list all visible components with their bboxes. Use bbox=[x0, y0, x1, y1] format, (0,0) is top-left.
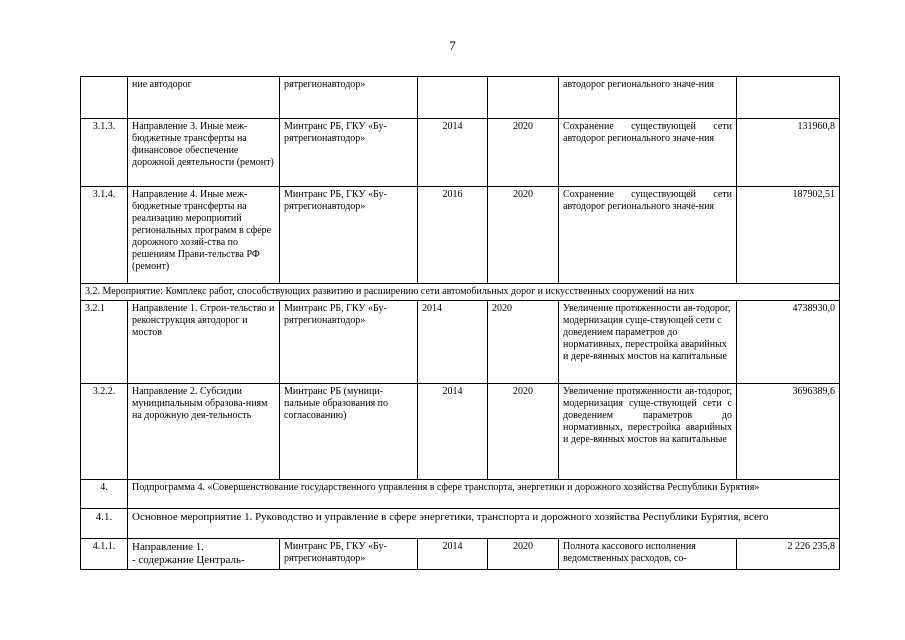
funding-amount: 3696389,6 bbox=[737, 384, 840, 480]
funding-amount: 2 226 235,8 bbox=[737, 539, 840, 570]
start-year bbox=[418, 77, 488, 119]
row-number bbox=[81, 77, 128, 119]
start-year: 2014 bbox=[418, 119, 488, 187]
table-row bbox=[81, 77, 840, 119]
start-year: 2016 bbox=[418, 187, 488, 284]
executor: Минтранс РБ (муници-пальные образования по согласованию) bbox=[280, 384, 418, 480]
measure-name: ние автодорог bbox=[128, 77, 280, 119]
expected-result: Увеличение протяженности ав-тодорог, модернизация суще-ствующей сети с доведением параметров до нормативных, перестройка аварийных и дере-вянных мостов на капитальные bbox=[559, 301, 737, 384]
expected-result: Увеличение протяженности ав-тодорог, модернизация суще-ствующей сети с доведением параметров до нормативных, перестройка аварийных и дере-вянных мостов на капитальные bbox=[559, 384, 737, 480]
executor: Минтранс РБ, ГКУ «Бу-рятрегионавтодор» bbox=[280, 187, 418, 284]
row-number: 3.2.1 bbox=[81, 301, 128, 384]
section-heading: 3.2. Мероприятие: Комплекс работ, способствующих развитию и расширению сети автомобильных дорог и искусственных сооружений на них bbox=[81, 284, 840, 301]
funding-amount: 4738930,0 bbox=[737, 301, 840, 384]
start-year: 2014 bbox=[418, 301, 488, 384]
measure-name: Направление 1. Строи-тельство и реконструкция автодорог и мостов bbox=[128, 301, 280, 384]
expected-result: автодорог регионального значе-ния bbox=[559, 77, 737, 119]
table-row bbox=[81, 119, 840, 187]
end-year: 2020 bbox=[488, 187, 559, 284]
end-year: 2020 bbox=[488, 119, 559, 187]
row-number: 3.1.3. bbox=[81, 119, 128, 187]
end-year: 2020 bbox=[488, 301, 559, 384]
funding-amount: 187902,51 bbox=[737, 187, 840, 284]
executor: рятрегионавтодор» bbox=[280, 77, 418, 119]
funding-amount bbox=[737, 77, 840, 119]
row-number: 3.1.4. bbox=[81, 187, 128, 284]
row-number: 4.1.1. bbox=[81, 539, 128, 570]
row-number: 4. bbox=[81, 480, 128, 509]
start-year: 2014 bbox=[418, 539, 488, 570]
table-row bbox=[81, 384, 840, 480]
table-row bbox=[81, 480, 840, 509]
row-number: 3.2.2. bbox=[81, 384, 128, 480]
executor: Минтранс РБ, ГКУ «Бу-рятрегионавтодор» bbox=[280, 539, 418, 570]
table-row bbox=[81, 187, 840, 284]
table-row bbox=[81, 509, 840, 539]
row-number: 4.1. bbox=[81, 509, 128, 539]
expected-result: Полнота кассового исполнения ведомственных расходов, со- bbox=[559, 539, 737, 570]
end-year bbox=[488, 77, 559, 119]
executor: Минтранс РБ, ГКУ «Бу-рятрегионавтодор» bbox=[280, 301, 418, 384]
measure-name: Направление 2. Субсидии муниципальным образова-ниям на дорожную дея-тельность bbox=[128, 384, 280, 480]
expected-result: Сохранение существующей сети автодорог регионального значе-ния bbox=[559, 187, 737, 284]
program-table bbox=[80, 76, 840, 570]
subprogram-heading: Подпрограмма 4. «Совершенствование государственного управления в сфере транспорта, энергетики и дорожного хозяйства Республики Бурятия» bbox=[128, 480, 840, 509]
measure-name: Направление 1. - содержание Централь- bbox=[128, 539, 280, 570]
page-number: 7 bbox=[449, 38, 456, 53]
funding-amount: 131960,8 bbox=[737, 119, 840, 187]
executor: Минтранс РБ, ГКУ «Бу-рятрегионавтодор» bbox=[280, 119, 418, 187]
start-year: 2014 bbox=[418, 384, 488, 480]
measure-name: Направление 4. Иные меж-бюджетные трансферты на реализацию мероприятий региональных программ в сфере дорожного хозяй-ства по решениям Прави-тельства РФ (ремонт) bbox=[128, 187, 280, 284]
table-row bbox=[81, 539, 840, 570]
main-measure-heading: Основное мероприятие 1. Руководство и управление в сфере энергетики, транспорта и дорожного хозяйства Республики Бурятия, всего bbox=[128, 509, 840, 539]
end-year: 2020 bbox=[488, 384, 559, 480]
table-row bbox=[81, 284, 840, 301]
measure-name: Направление 3. Иные меж-бюджетные трансферты на финансовое обеспечение дорожной деятельности (ремонт) bbox=[128, 119, 280, 187]
table-row bbox=[81, 301, 840, 384]
expected-result: Сохранение существующей сети автодорог регионального значе-ния bbox=[559, 119, 737, 187]
end-year: 2020 bbox=[488, 539, 559, 570]
